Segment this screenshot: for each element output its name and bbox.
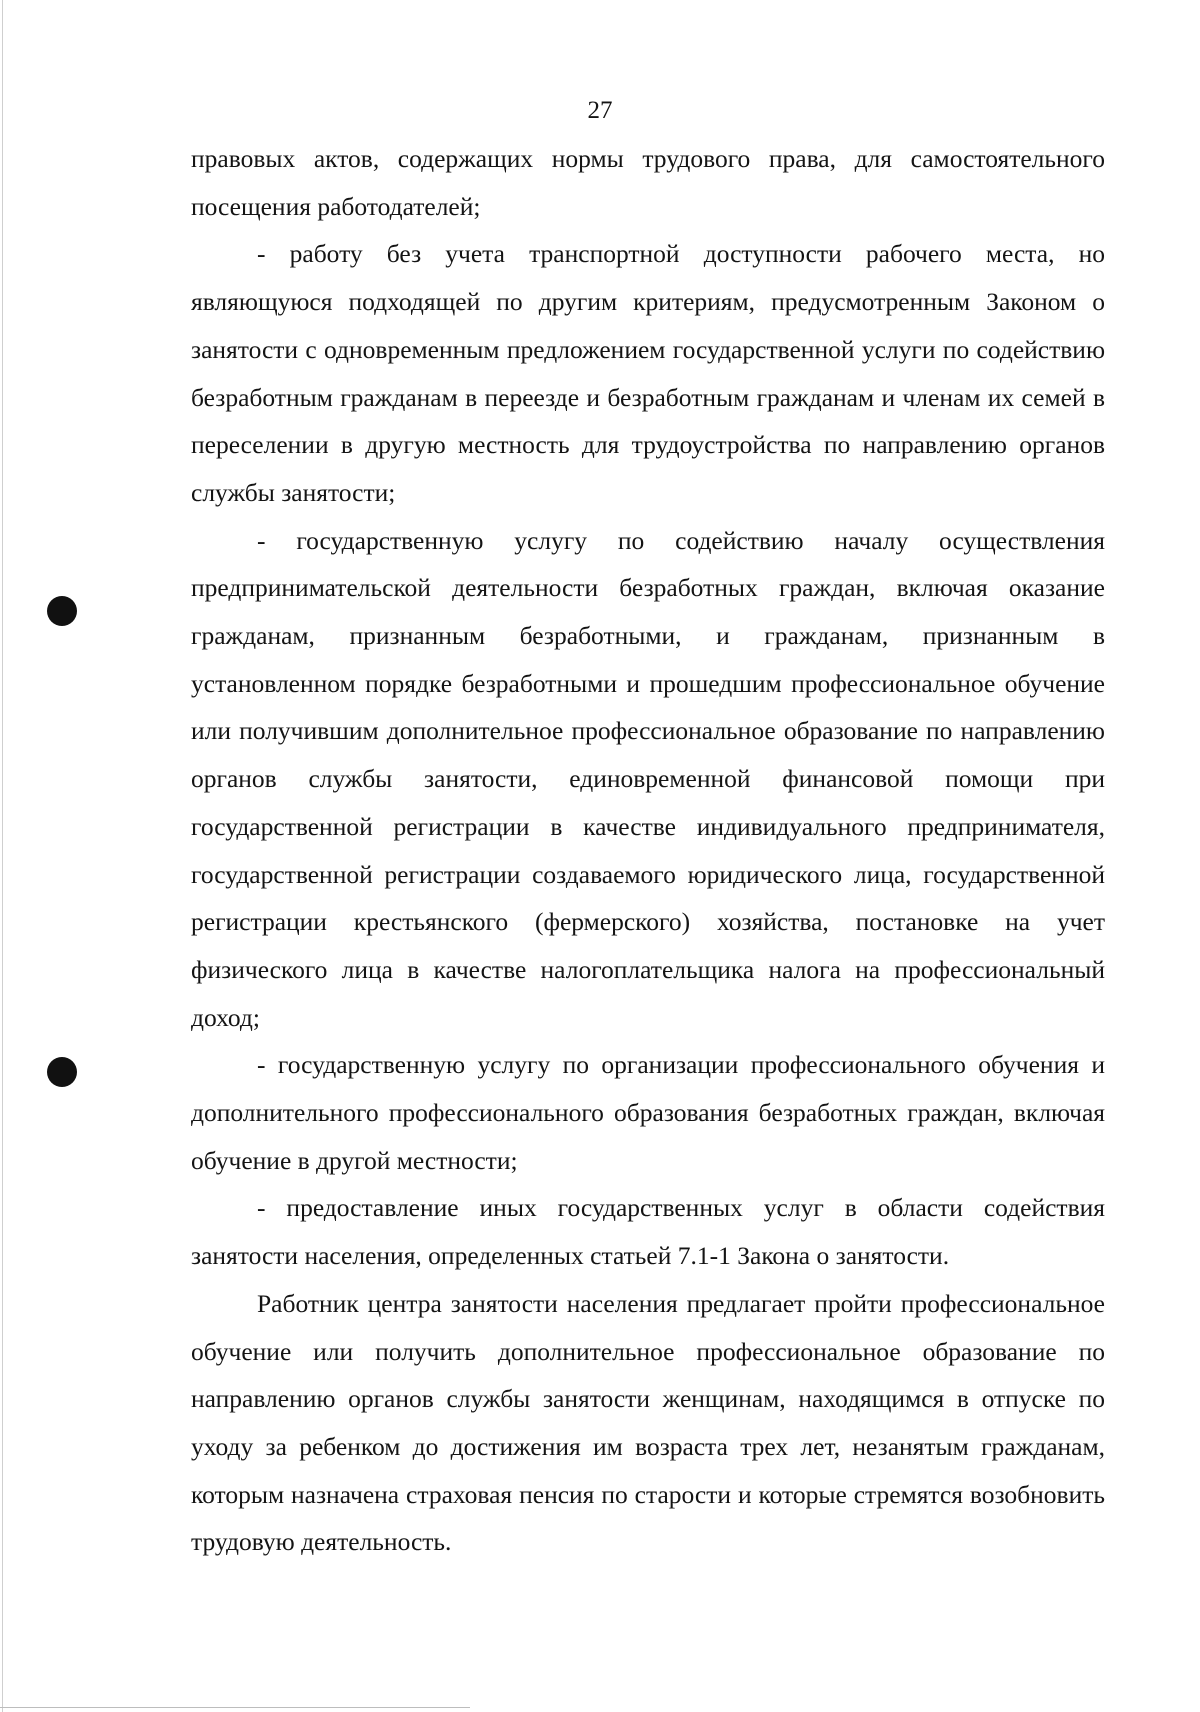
scan-bottom-line bbox=[0, 1707, 470, 1708]
page-number: 27 bbox=[587, 97, 613, 124]
binder-hole-top bbox=[47, 596, 77, 626]
paragraph-other-services: - предоставление иных государственных услуг в области содействия занятости населения, определенных статьей 7.1-1 Закона о занятости. bbox=[191, 1193, 1105, 1271]
paragraph-transport-access: - работу без учета транспортной доступности рабочего места, но являющуюся подходящей по другим критериям, предусмотренным Законом о занятости с одновременным предложением государственной услуги по содействию безработным гражданам в переезде и безработным гражданам и членам их семей в переселении в другую местность для трудоустройства по направлению органов службы занятости; bbox=[191, 239, 1105, 507]
paragraph-vocational-training: - государственную услугу по организации профессионального обучения и дополнительного профессионального образования безработных граждан, включая обучение в другой местности; bbox=[191, 1050, 1105, 1175]
binder-hole-bottom bbox=[47, 1057, 77, 1087]
paragraph-employment-center: Работник центра занятости населения предлагает пройти профессиональное обучение или получить дополнительное профессиональное образование по направлению органов службы занятости женщинам, находящимся в отпуске по уходу за ребенком до достижения им возраста трех лет, незанятым гражданам, которым назначена страховая пенсия по старости и которые стремятся возобновить трудовую деятельность. bbox=[191, 1288, 1105, 1557]
scan-edge-line bbox=[2, 0, 3, 1712]
document-body bbox=[191, 135, 1105, 1566]
paragraph-continuation: правовых актов, содержащих нормы трудового права, для самостоятельного посещения работодателей; bbox=[191, 144, 1105, 221]
paragraph-entrepreneurship: - государственную услугу по содействию началу осуществления предпринимательской деятельности безработных граждан, включая оказание гражданам, признанным безработными, и гражданам, признанным в установленном порядке безработными и прошедшим профессиональное обучение или получившим дополнительное профессиональное образование по направлению органов службы занятости, единовременной финансовой помощи при государственной регистрации в качестве индивидуального предпринимателя, государственной регистрации создаваемого юридического лица, государственной регистрации крестьянского (фермерского) хозяйства, постановке на учет физического лица в качестве налогоплательщика налога на профессиональный доход; bbox=[191, 525, 1105, 1032]
